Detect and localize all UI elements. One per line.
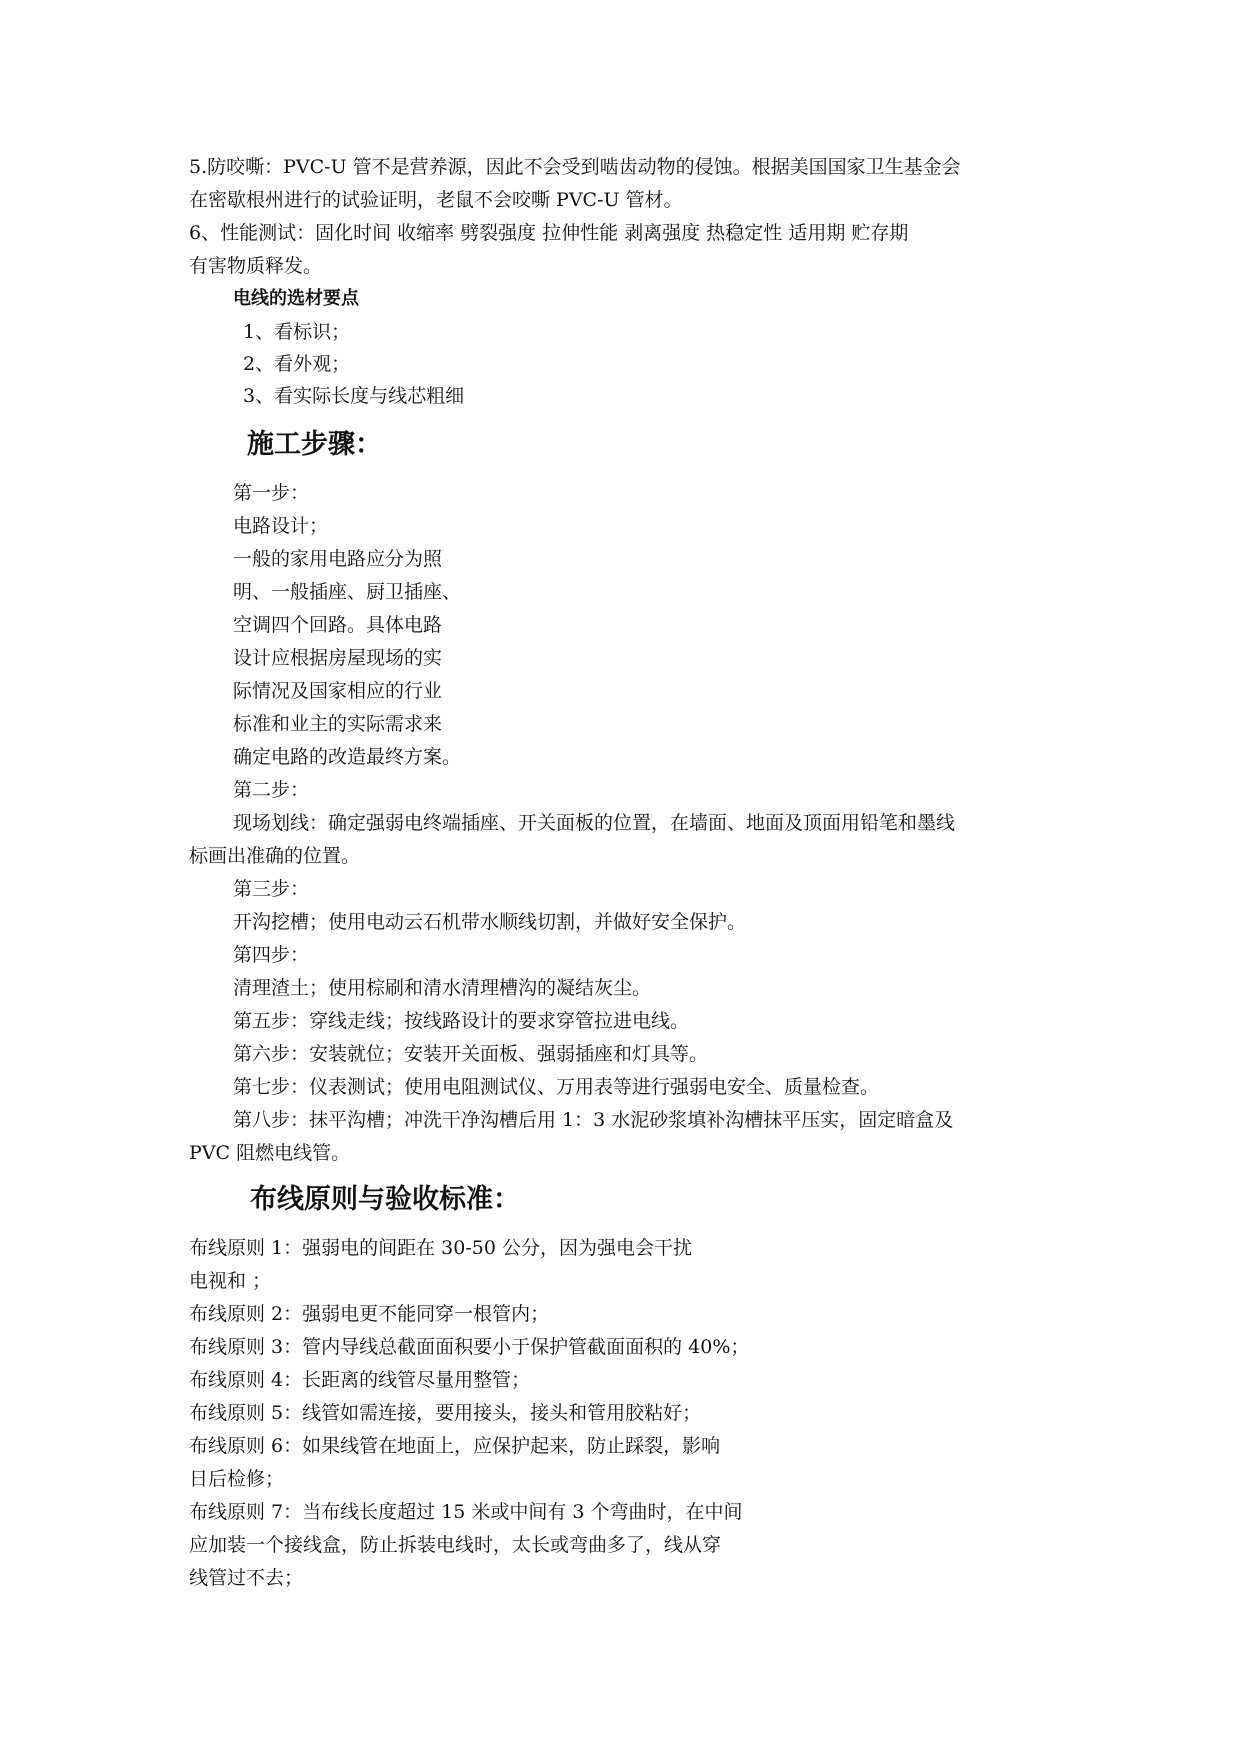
step-1-line: 电路设计；	[233, 515, 329, 537]
step-8-line-2: PVC 阻燃电线管。	[189, 1142, 351, 1164]
wiring-rule-line: 布线原则 5：线管如需连接，要用接头，接头和管用胶粘好；	[189, 1402, 702, 1424]
wire-selection-title: 电线的选材要点	[233, 288, 359, 309]
step-1-line: 明、一般插座、厨卫插座、	[233, 581, 462, 603]
step-1-label: 第一步：	[233, 482, 310, 504]
wiring-rule-line: 布线原则 1：强弱电的间距在 30-50 公分，因为强电会干扰	[189, 1237, 692, 1259]
wiring-rule-line: 电视和 ；	[189, 1270, 272, 1292]
step-4-label: 第四步：	[233, 944, 310, 966]
step-1-line: 设计应根据房屋现场的实	[233, 647, 443, 669]
step-3-label: 第三步：	[233, 878, 310, 900]
step-2-label: 第二步：	[233, 779, 310, 801]
step-1-line: 标准和业主的实际需求来	[233, 713, 443, 735]
wiring-rule-line: 应加装一个接线盒，防止拆装电线时，太长或弯曲多了，线从穿	[189, 1534, 722, 1556]
steps-heading: 施工步骤：	[247, 429, 382, 460]
wiring-rule-line: 线管过不去；	[189, 1567, 304, 1589]
step-6: 第六步：安装就位；安装开关面板、强弱插座和灯具等。	[233, 1043, 709, 1065]
step-5: 第五步：穿线走线；按线路设计的要求穿管拉进电线。	[233, 1010, 690, 1032]
wire-selection-item-3: 3、看实际长度与线芯粗细	[243, 385, 465, 407]
step-2-line-1: 现场划线：确定强弱电终端插座、开关面板的位置，在墙面、地面及顶面用铅笔和墨线	[233, 812, 956, 834]
wiring-rule-line: 日后检修；	[189, 1468, 285, 1490]
intro-line-2: 在密歇根州进行的试验证明，老鼠不会咬嘶 PVC-U 管材。	[189, 189, 683, 211]
step-4-text: 清理渣土；使用棕刷和清水清理槽沟的凝结灰尘。	[233, 977, 652, 999]
wiring-rule-line: 布线原则 6：如果线管在地面上，应保护起来，防止踩裂，影响	[189, 1435, 721, 1457]
step-1-line: 一般的家用电路应分为照	[233, 548, 443, 570]
wiring-heading: 布线原则与验收标准：	[250, 1184, 520, 1215]
step-1-line: 空调四个回路。具体电路	[233, 614, 443, 636]
step-1-line: 际情况及国家相应的行业	[233, 680, 443, 702]
wiring-rule-line: 布线原则 4：长距离的线管尽量用整管；	[189, 1369, 531, 1391]
intro-line-3: 6、性能测试：固化时间 收缩率 劈裂强度 拉伸性能 剥离强度 热稳定性 适用期 贮存期	[189, 222, 909, 244]
intro-line-1: 5.防咬嘶：PVC-U 管不是营养源，因此不会受到啮齿动物的侵蚀。根据美国国家卫生基金会	[189, 156, 961, 178]
wiring-rule-line: 布线原则 3：管内导线总截面面积要小于保护管截面面积的 40%；	[189, 1336, 750, 1358]
wiring-rule-line: 布线原则 2：强弱电更不能同穿一根管内；	[189, 1303, 550, 1325]
step-1-line: 确定电路的改造最终方案。	[233, 746, 462, 768]
wire-selection-item-1: 1、看标识；	[243, 321, 351, 343]
wiring-rule-line: 布线原则 7：当布线长度超过 15 米或中间有 3 个弯曲时，在中间	[189, 1501, 743, 1523]
step-3-text: 开沟挖槽；使用电动云石机带水顺线切割，并做好安全保护。	[233, 911, 747, 933]
step-8-line-1: 第八步：抹平沟槽；冲洗干净沟槽后用 1：3 水泥砂浆填补沟槽抹平压实，固定暗盒及	[233, 1109, 954, 1131]
step-7: 第七步：仪表测试；使用电阻测试仪、万用表等进行强弱电安全、质量检查。	[233, 1076, 880, 1098]
intro-line-4: 有害物质释发。	[189, 255, 323, 277]
step-2-line-2: 标画出准确的位置。	[189, 845, 361, 867]
wire-selection-item-2: 2、看外观；	[243, 353, 351, 375]
